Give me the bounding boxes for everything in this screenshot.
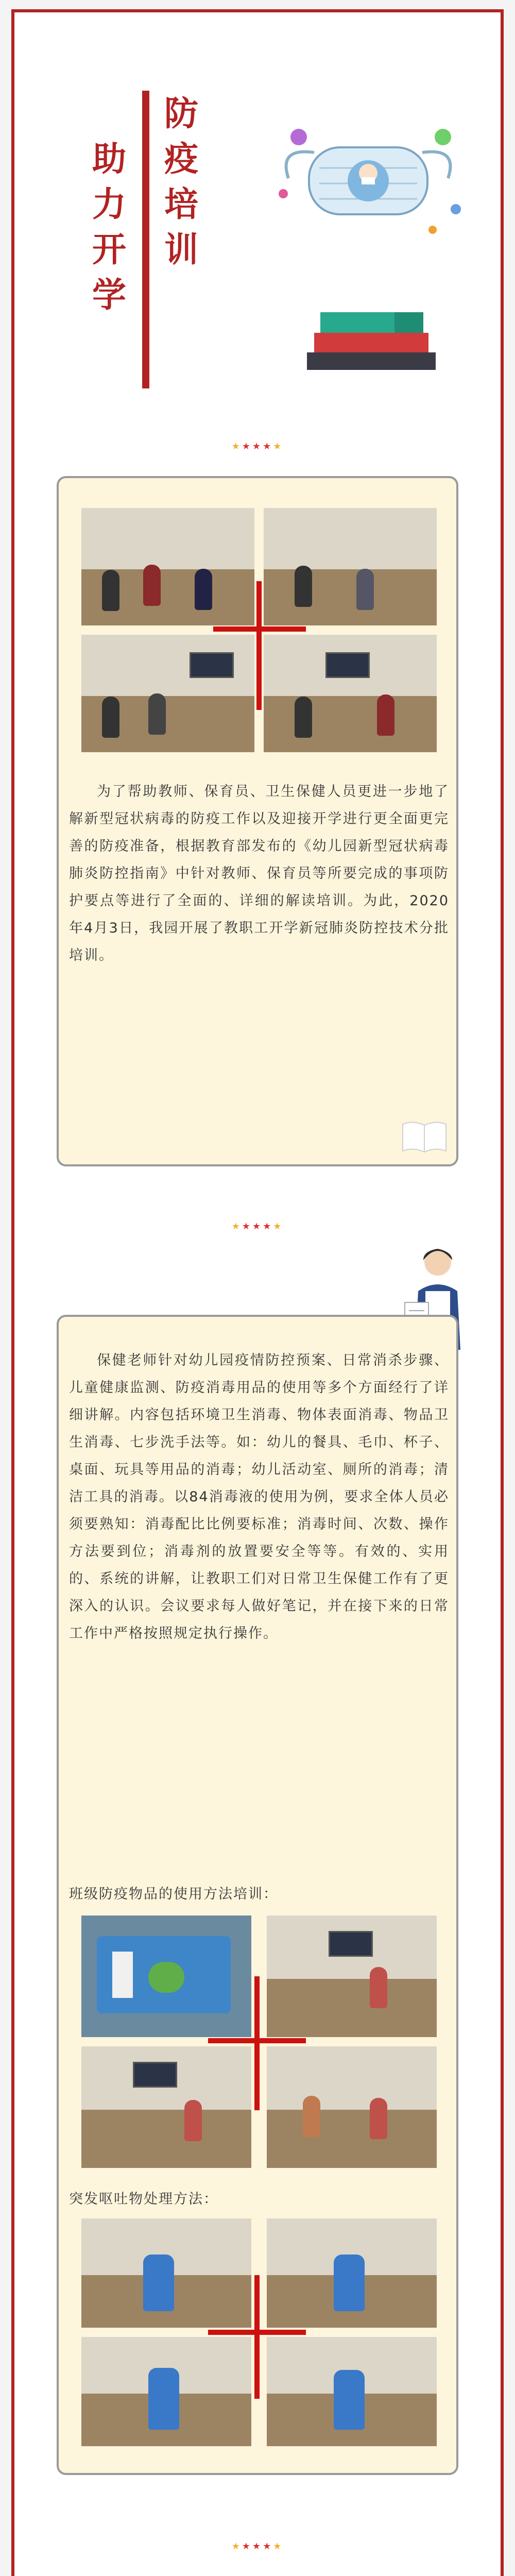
card-training bbox=[57, 1315, 458, 2475]
intro-paragraph: 为了帮助教师、保育员、卫生保健人员更进一步地了解新型冠状病毒的防疫工作以及迎接开学进行更全面更完善的防疫准备，根据教育部发布的《幼儿园新型冠状病毒肺炎防控指南》中针对教师、保育员等所要完成的事项防护要点等进行了全面的、详细的解读培训。为此，2020年4月3日，我园开展了教职工开学新冠肺炎防控技术分批培训。 bbox=[69, 784, 449, 963]
red-cross-divider bbox=[208, 2038, 306, 2043]
star-divider-icon: ★★★★★ bbox=[231, 1221, 284, 1232]
photo-classroom bbox=[81, 508, 254, 625]
title-divider bbox=[142, 91, 149, 388]
red-cross-divider bbox=[256, 581, 262, 710]
photo-classroom bbox=[264, 508, 437, 625]
subhead-supplies: 班级防疫物品的使用方法培训： bbox=[69, 1886, 278, 1902]
subhead-vomit: 突发呕吐物处理方法： bbox=[69, 2191, 218, 2207]
red-cross-divider bbox=[254, 2275, 260, 2399]
photo-supplies bbox=[81, 2046, 251, 2168]
page-title-left: 助力开学 bbox=[92, 139, 126, 315]
photo-classroom bbox=[264, 635, 437, 752]
mask-virus-icon bbox=[268, 116, 469, 245]
photo-supplies bbox=[267, 1916, 437, 2037]
red-cross-divider bbox=[254, 1976, 260, 2110]
card-intro bbox=[57, 476, 458, 1166]
photo-classroom bbox=[81, 635, 254, 752]
photo-vomit-handling bbox=[81, 2337, 251, 2446]
red-cross-divider bbox=[208, 2330, 306, 2335]
open-book-icon bbox=[401, 1119, 448, 1155]
page-title-right: 防疫培训 bbox=[164, 93, 198, 269]
red-cross-divider bbox=[213, 626, 306, 632]
training-paragraph: 保健老师针对幼儿园疫情防控预案、日常消杀步骤、儿童健康监测、防疫消毒用品的使用等多个方面经行了详细讲解。内容包括环境卫生消毒、物体表面消毒、物品卫生消毒、七步洗手法等。如：幼儿的餐具、毛巾、杯子、桌面、玩具等用品的消毒；幼儿活动室、厕所的消毒；清洁工具的消毒。以84消毒液的使用为例，要求全体人员必须要熟知：消毒配比比例要标准；消毒时间、次数、操作方法要到位；消毒剂的放置要安全等等。有效的、实用的、系统的讲解，让教职工们对日常卫生保健工作有了更深入的认识。会议要求每人做好笔记，并在接下来的日常工作中严格按照规定执行操作。 bbox=[69, 1352, 449, 1641]
star-divider-icon: ★★★★★ bbox=[231, 441, 284, 452]
photo-vomit-handling bbox=[81, 2218, 251, 2328]
star-divider-icon: ★★★★★ bbox=[231, 2541, 284, 2552]
photo-vomit-handling bbox=[267, 2337, 437, 2446]
photo-supplies bbox=[267, 2046, 437, 2168]
photo-supplies bbox=[81, 1916, 251, 2037]
books-icon bbox=[307, 309, 436, 372]
photo-vomit-handling bbox=[267, 2218, 437, 2328]
